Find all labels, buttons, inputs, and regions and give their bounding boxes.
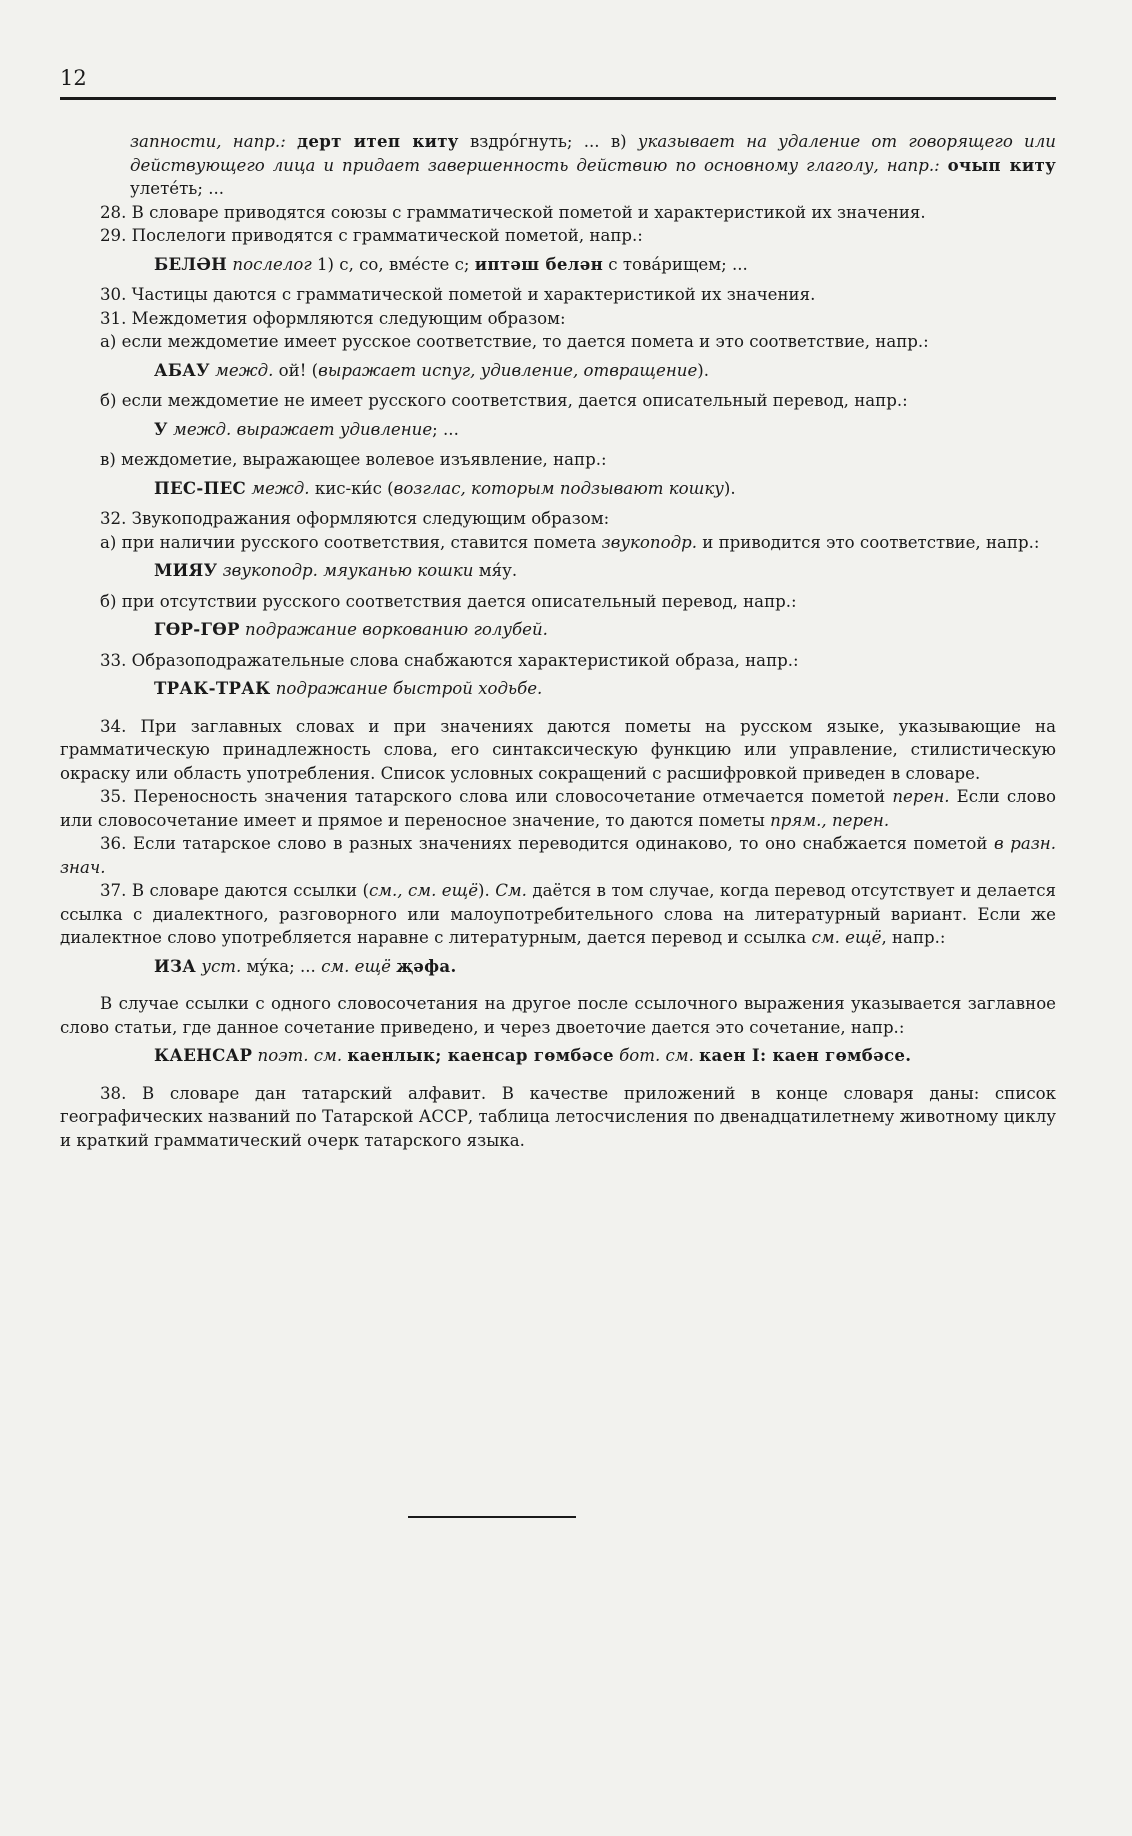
text-run: в) междометие, выражающее волевое изъявление, напр.: — [100, 450, 607, 469]
paragraph — [60, 253, 1056, 277]
paragraph — [60, 448, 1056, 472]
text-run: ). — [697, 360, 710, 380]
text-run: ; ... — [432, 419, 459, 439]
label-italic: выражает испуг, удивление, отвращение — [318, 360, 698, 380]
page-number: 12 — [60, 66, 87, 90]
paragraph — [60, 507, 1056, 531]
text-run: , напр.: — [881, 928, 946, 947]
text-run: ой! ( — [273, 360, 319, 380]
headword: АБАУ — [154, 359, 210, 380]
paragraph — [60, 992, 1056, 1039]
paragraph — [60, 224, 1056, 248]
paragraph — [60, 559, 1056, 583]
paragraph — [60, 785, 1056, 832]
paragraph — [60, 130, 1056, 201]
text-run: вздрóгнуть; ... в) — [458, 132, 638, 151]
text-run: кис-ки́с ( — [309, 478, 394, 498]
headword: очып киту — [947, 154, 1056, 175]
label-italic: межд. — [209, 360, 274, 380]
headword: каенлык; каенсар гөмбәсе — [347, 1045, 614, 1065]
text-run: 35. Переносность значения татарского слова или словосочетание отмечается пометой — [100, 787, 893, 806]
label-italic: межд. — [246, 478, 310, 498]
paragraph — [60, 1044, 1056, 1068]
paragraph — [60, 359, 1056, 383]
label-italic: в разн. знач. — [60, 834, 1056, 877]
headword: КАЕНСАР — [154, 1045, 253, 1065]
text-run: и приводится это соответствие, напр.: — [697, 532, 1040, 552]
text-run: ). — [723, 478, 736, 498]
paragraph — [60, 1082, 1056, 1153]
paragraph — [60, 955, 1056, 979]
text-run: Если слово или словосочетание имеет и прямое и переносное значение, то даются пометы — [60, 787, 1056, 830]
label-italic: бот. см. — [613, 1046, 694, 1065]
text-run: 32. Звукоподражания оформляются следующим образом: — [100, 509, 610, 528]
headword: ГӨР-ГӨР — [154, 619, 240, 639]
label-italic: см. ещё — [321, 956, 391, 976]
text-run: 1) с, со, вмéсте с; — [311, 254, 475, 274]
label-italic: возглас, которым подзывают кошку — [393, 478, 724, 498]
label-italic: прям., перен. — [770, 810, 890, 830]
text-run: 37. В словаре даются ссылки ( — [100, 881, 369, 900]
text-run: В случае ссылки с одного словосочетания на другое после ссылочного выражения указывается заглавное слово статьи, где данное сочетание приведено, и через двоеточие дается это сочетание, напр.: — [60, 994, 1056, 1037]
paragraph — [60, 307, 1056, 331]
page-body — [60, 130, 1056, 1152]
headword: җәфа. — [396, 955, 457, 976]
headword: БЕЛӘН — [154, 253, 228, 274]
text-run: даётся в том случае, когда перевод отсутствует и делается ссылка с диалектного, разговорного или малоупотребительного слова на литературный вариант. Если же диалектное слово употребляется наравне с литературным, дается перевод и ссылка — [60, 881, 1056, 947]
headword: каен I: каен гөмбәсе. — [699, 1045, 912, 1065]
text-run: а) при наличии русского соответствия, ставится помета — [100, 532, 602, 552]
text-run: 29. Послелоги приводятся с грамматической пометой, напр.: — [100, 226, 643, 245]
text-run: улетéть; ... — [130, 179, 225, 198]
label-italic: см., см. ещё — [368, 881, 479, 900]
text-run: 36. Если татарское слово в разных значениях переводится одинаково, то оно снабжается пометой — [100, 834, 994, 853]
paragraph — [60, 677, 1056, 701]
label-italic: подражание быстрой ходьбе. — [270, 679, 543, 698]
label-italic: поэт. см. — [252, 1046, 343, 1065]
text-run: 34. При заглавных словах и при значениях даются пометы на русском языке, указывающие на грамматическую принадлежность слова, его синтаксическую функцию или управление, стилистическую окраску или область употребления. Список условных сокращений с расшифровкой приведен в словаре. — [60, 716, 1056, 783]
label-italic: межд. выражает удивление — [167, 419, 433, 439]
text-run: а) если междометие имеет русское соответствие, то дается помета и это соответствие, напр.: — [100, 332, 929, 351]
text-run: 33. Образоподражательные слова снабжаются характеристикой образа, напр.: — [100, 650, 799, 670]
paragraph — [60, 283, 1056, 307]
text-run: 38. В словаре дан татарский алфавит. В качестве приложений в конце словаря даны: список географических названий по Татарской АССР, таблица летосчисления по двенадцатилетнему животному циклу и краткий грамматический очерк татарского языка. — [60, 1083, 1056, 1150]
headword: ТРАК-ТРАК — [154, 678, 271, 698]
label-italic: запности, напр.: — [130, 132, 298, 151]
paragraph — [60, 590, 1056, 614]
text-run: с товáрищем; ... — [603, 254, 748, 274]
text-run: мýка; ... — [241, 956, 322, 976]
label-italic: звукоподр. — [601, 532, 697, 552]
paragraph — [60, 389, 1056, 413]
headword: У — [154, 418, 168, 439]
paragraph — [60, 715, 1056, 786]
paragraph — [60, 330, 1056, 354]
headword: ИЗА — [154, 955, 197, 976]
header-rule — [60, 97, 1056, 100]
paragraph — [60, 477, 1056, 501]
label-italic: указывает на удаление от говорящего или действующего лица и придает завершенность действию по основному глаголу, напр.: — [130, 132, 1056, 175]
label-italic: перен. — [892, 787, 950, 806]
text-run: ). — [478, 881, 496, 900]
text-run: 30. Частицы даются с грамматической пометой и характеристикой их значения. — [100, 285, 816, 304]
text-run: 28. В словаре приводятся союзы с грамматической пометой и характеристикой их значения. — [100, 202, 926, 222]
label-italic: послелог — [227, 254, 312, 274]
paragraph — [60, 879, 1056, 950]
paragraph — [60, 832, 1056, 879]
text-run: б) при отсутствии русского соответствия дается описательный перевод, напр.: — [100, 591, 797, 611]
label-italic: подражание воркованию голубей. — [239, 620, 548, 639]
headword: МИЯУ — [154, 560, 218, 580]
text-run: б) если междометие не имеет русского соответствия, дается описательный перевод, напр.: — [100, 391, 908, 410]
headword: иптәш белән — [474, 253, 604, 274]
paragraph — [60, 649, 1056, 673]
paragraph — [60, 531, 1056, 555]
text-run: мя́у. — [473, 561, 518, 580]
label-italic: уст. — [196, 956, 242, 976]
label-italic: звукоподр. мяуканью кошки — [217, 561, 474, 580]
headword: ПЕС-ПЕС — [154, 477, 247, 498]
text-run: 31. Междометия оформляются следующим образом: — [100, 308, 566, 328]
label-italic: см. ещё — [811, 928, 882, 947]
paragraph — [60, 618, 1056, 642]
headword: дерт итеп киту — [297, 131, 459, 151]
paragraph — [60, 201, 1056, 225]
label-italic: См. — [495, 881, 527, 900]
end-rule — [408, 1516, 576, 1518]
paragraph — [60, 418, 1056, 442]
